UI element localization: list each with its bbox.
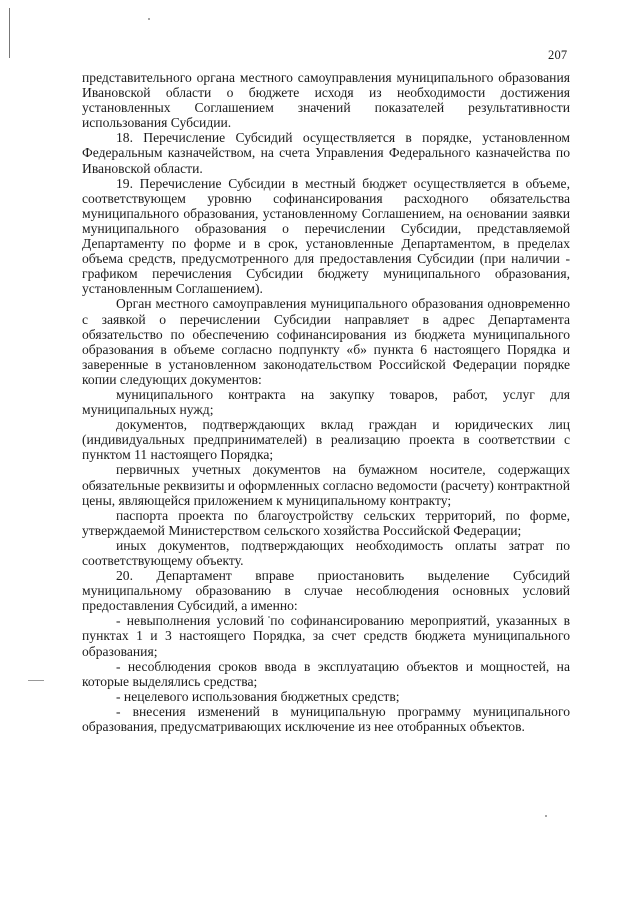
condition-item-cofinancing: - невыполнения условий по софинансированию мероприятий, указанных в пунктах 1 и 3 настоящего Порядка, за счет средств бюджета муниципального образования; <box>82 613 570 659</box>
condition-item-program-change: - внесения изменений в муниципальную программу муниципального образования, предусматривающих исключение из нее отобранных объектов. <box>82 703 570 735</box>
document-item-contract: муниципального контракта на закупку товаров, работ, услуг для муниципальных нужд; <box>82 386 570 418</box>
paragraph-organ: Орган местного самоуправления муниципального образования одновременно с заявкой о перечислении Субсидии направляет в адрес Департамента обязательство по обеспечению софинансирования из бюджета муниципального образования в объеме согласно подпункту «б» пункта 6 настоящего Порядка и заверенные в установленном законодательством Российской Федерации порядке копии следующих документов: <box>82 296 570 387</box>
paragraph-continuation: представительного органа местного самоуправления муниципального образования Ивановской области о бюджете исходя из необходимости достижения установленных Соглашением значений показателей результативности использования Субсидии. <box>82 70 570 131</box>
page-number: 207 <box>548 48 568 62</box>
paragraph-19: 19. Перечисление Субсидии в местный бюджет осуществляется в объеме, соответствующем уровню софинансирования расходного обязательства муниципального образования, установленному Соглашением, на основании заявки муниципального образования о перечислении Субсидии, представляемой Департаменту по форме и в срок, установленные Департаментом, в пределах объема средств, предусмотренного для предоставления Субсидии (при наличии - графиком перечисления Субсидии бюджету муниципального образования, установленным Соглашением). <box>82 175 570 297</box>
scan-speck <box>148 18 150 20</box>
scan-speck <box>28 680 44 681</box>
document-item-contribution: документов, подтверждающих вклад граждан и юридических лиц (индивидуальных предпринимателей) в реализацию проекта в соответствии с пунктом 11 настоящего Порядка; <box>82 417 570 463</box>
scan-edge-mark <box>9 8 10 58</box>
document-item-passport: паспорта проекта по благоустройству сельских территорий, по форме, утверждаемой Министерством сельского хозяйства Российской Федерации; <box>82 507 570 538</box>
condition-item-misuse: - нецелевого использования бюджетных средств; <box>116 688 400 704</box>
document-item-other: иных документов, подтверждающих необходимость оплаты затрат по соответствующему объекту. <box>82 537 570 568</box>
document-body <box>82 70 570 734</box>
condition-item-deadlines: - несоблюдения сроков ввода в эксплуатацию объектов и мощностей, на которые выделялись средства; <box>82 658 570 689</box>
paragraph-18: 18. Перечисление Субсидий осуществляется в порядке, установленном Федеральным казначейством, на счета Управления Федерального казначейства по Ивановской области. <box>82 130 570 176</box>
paragraph-20: 20. Департамент вправе приостановить выделение Субсидий муниципальному образованию в случае несоблюдения основных условий предоставления Субсидий, а именно: <box>82 568 570 614</box>
document-item-primary: первичных учетных документов на бумажном носителе, содержащих обязательные реквизиты и оформленных согласно ведомости (расчету) контрактной цены, являющейся приложением к муниципальному контракту; <box>82 462 570 508</box>
scan-speck <box>545 815 547 817</box>
